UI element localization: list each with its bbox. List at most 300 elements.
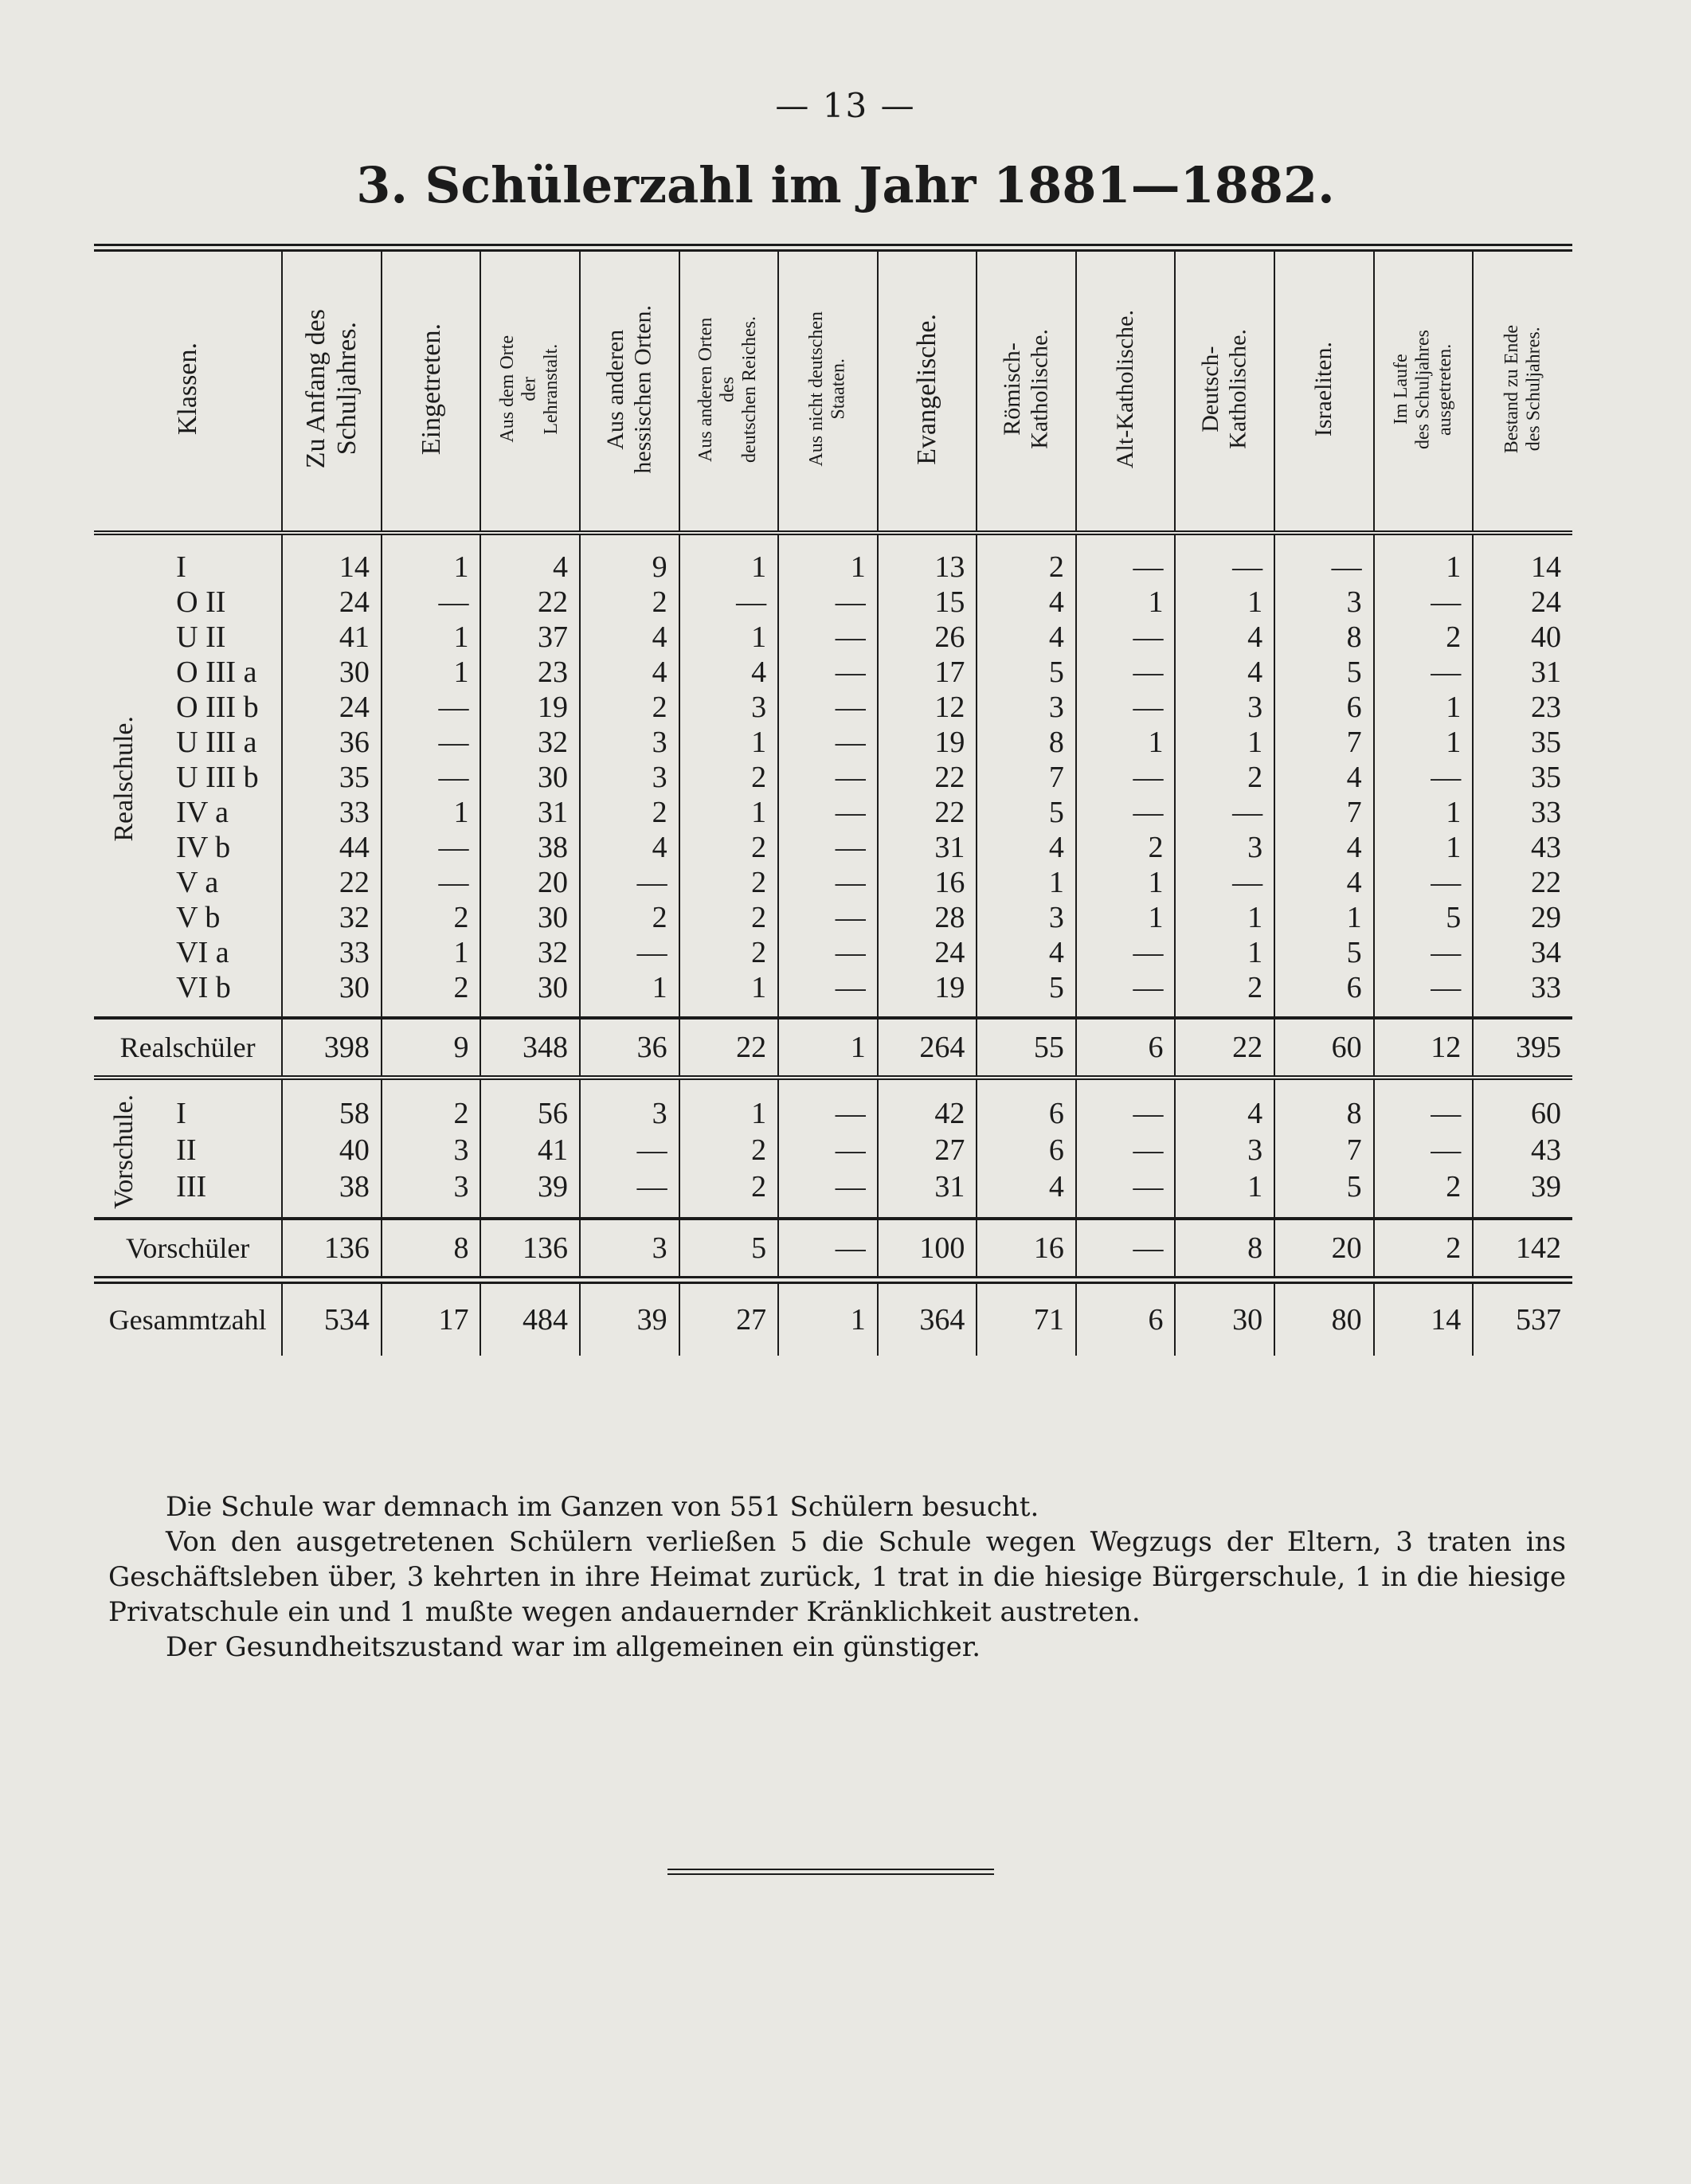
cell-value: 3 — [1175, 830, 1274, 865]
total-value: 60 — [1274, 1018, 1374, 1078]
header-end-of-year: Bestand zu Ende des Schuljahres. — [1501, 324, 1544, 454]
cell-value: 1 — [1175, 935, 1274, 970]
cell-value: 1 — [382, 533, 481, 585]
cell-value: 2 — [1175, 760, 1274, 795]
vorschule-total-row — [94, 1219, 1572, 1280]
cell-value: 5 — [977, 970, 1076, 1018]
cell-value: 7 — [1274, 795, 1374, 830]
total-value: 12 — [1374, 1018, 1474, 1078]
table-row — [94, 795, 1572, 830]
total-value: 537 — [1473, 1280, 1572, 1356]
total-value: 80 — [1274, 1280, 1374, 1356]
cell-value: 4 — [580, 620, 679, 655]
header-roman-catholic: Römisch- Katholische. — [977, 248, 1076, 533]
header-from-local: Aus dem Orte der Lehranstalt. — [480, 248, 580, 533]
cell-value: 4 — [480, 533, 580, 585]
cell-value: 31 — [878, 830, 977, 865]
cell-value: — — [778, 970, 878, 1018]
page-number: — 13 — — [775, 86, 916, 125]
cell-value: — — [1076, 533, 1176, 585]
table-row — [94, 655, 1572, 690]
header-old-catholic: Alt-Katholische. — [1076, 248, 1176, 533]
cell-value: 1 — [580, 970, 679, 1018]
cell-value: 6 — [1274, 690, 1374, 725]
total-value: 71 — [977, 1280, 1076, 1356]
cell-value: — — [778, 1132, 878, 1168]
table-row — [94, 865, 1572, 900]
table-row — [94, 970, 1572, 1018]
cell-value: 28 — [878, 900, 977, 935]
cell-value: — — [1374, 585, 1474, 620]
cell-value: 3 — [580, 760, 679, 795]
cell-value: 32 — [282, 900, 382, 935]
cell-value: 60 — [1531, 1096, 1561, 1130]
realschule-total-section — [94, 1018, 1572, 1078]
cell-value: 42 — [878, 1078, 977, 1132]
class-name: VI a — [154, 935, 282, 970]
cell-value: — — [778, 620, 878, 655]
cell-value: 19 — [480, 690, 580, 725]
cell-value: 4 — [1175, 1078, 1274, 1132]
total-value: 2 — [1374, 1219, 1474, 1280]
table-row — [94, 725, 1572, 760]
table-row — [94, 585, 1572, 620]
class-name: IV b — [154, 830, 282, 865]
cell-value: 2 — [1374, 1168, 1474, 1219]
page-title: 3. Schülerzahl im Jahr 1881—1882. — [356, 156, 1335, 214]
total-value: 5 — [679, 1219, 779, 1280]
total-label: Realschüler — [94, 1018, 282, 1078]
table-header-row — [94, 248, 1572, 533]
class-name: V b — [154, 900, 282, 935]
cell-value: — — [1076, 655, 1176, 690]
cell-value: 32 — [480, 935, 580, 970]
cell-value: 2 — [679, 830, 779, 865]
vorschule-total-section — [94, 1219, 1572, 1356]
cell-value: — — [1076, 1078, 1176, 1132]
cell-value: 3 — [1274, 585, 1374, 620]
cell-value: 1 — [679, 533, 779, 585]
cell-value: — — [778, 935, 878, 970]
cell-value: 2 — [382, 970, 481, 1018]
total-value: — — [1076, 1219, 1176, 1280]
table-row — [94, 760, 1572, 795]
cell-value: 2 — [580, 795, 679, 830]
class-name: VI b — [154, 970, 282, 1018]
cell-value: — — [1175, 795, 1274, 830]
cell-value: 31 — [878, 1168, 977, 1219]
summary-text — [108, 1489, 1566, 1665]
cell-value: 3 — [580, 725, 679, 760]
summary-paragraph: Von den ausgetretenen Schülern verließen 5 die Schule wegen Wegzugs der Eltern, 3 traten ins Geschäftsleben über, 3 kehrten in ihre Heimat zurück, 1 trat in die hiesige Bürgerschule, 1 in die hiesige Privatschule ein und 1 mußte wegen andauernder Kränklichkeit austreten. — [108, 1526, 1566, 1628]
cell-value: 23 — [480, 655, 580, 690]
total-value: 55 — [977, 1018, 1076, 1078]
cell-value: — — [778, 1168, 878, 1219]
cell-value: 2 — [679, 935, 779, 970]
total-value: 8 — [1175, 1219, 1274, 1280]
summary-paragraph: Der Gesundheitszustand war im allgemeinen ein günstiger. — [166, 1631, 981, 1663]
cell-value: 24 — [282, 690, 382, 725]
cell-value: — — [1374, 1078, 1474, 1132]
cell-value: 27 — [878, 1132, 977, 1168]
cell-value: 2 — [382, 1078, 481, 1132]
cell-value: 6 — [1274, 970, 1374, 1018]
table-row — [94, 620, 1572, 655]
header-israelite: Israeliten. — [1274, 248, 1374, 533]
cell-value: — — [1374, 655, 1474, 690]
cell-value: — — [1076, 970, 1176, 1018]
cell-value: — — [580, 935, 679, 970]
closing-rule — [667, 1869, 994, 1875]
cell-value: 5 — [977, 795, 1076, 830]
cell-value: 24 — [282, 585, 382, 620]
cell-value: 3 — [977, 900, 1076, 935]
cell-value: 4 — [977, 935, 1076, 970]
cell-value: 35 — [1531, 761, 1561, 794]
total-value: 14 — [1374, 1280, 1474, 1356]
cell-value: — — [778, 795, 878, 830]
cell-value: 41 — [480, 1132, 580, 1168]
total-value: 100 — [878, 1219, 977, 1280]
cell-value: 1 — [1076, 725, 1176, 760]
table-row — [94, 690, 1572, 725]
cell-value: 14 — [1531, 550, 1561, 584]
cell-value: 2 — [580, 900, 679, 935]
cell-value: 38 — [480, 830, 580, 865]
table-row — [94, 533, 1572, 585]
cell-value: 35 — [282, 760, 382, 795]
cell-value: 2 — [1374, 620, 1474, 655]
cell-value: — — [778, 830, 878, 865]
cell-value: 1 — [1175, 1168, 1274, 1219]
cell-value: 5 — [977, 655, 1076, 690]
cell-value: 1 — [1076, 865, 1176, 900]
cell-value: 5 — [1374, 900, 1474, 935]
cell-value: 44 — [282, 830, 382, 865]
cell-value: 30 — [480, 760, 580, 795]
class-name: U II — [154, 620, 282, 655]
cell-value: 3 — [580, 1078, 679, 1132]
total-label: Vorschüler — [94, 1219, 282, 1280]
cell-value: 38 — [282, 1168, 382, 1219]
cell-value: 22 — [878, 795, 977, 830]
cell-value: 4 — [977, 1168, 1076, 1219]
total-value: 20 — [1274, 1219, 1374, 1280]
cell-value: 30 — [480, 900, 580, 935]
cell-value: 2 — [977, 533, 1076, 585]
cell-value: 4 — [1274, 830, 1374, 865]
cell-value: — — [1274, 533, 1374, 585]
total-value: 9 — [382, 1018, 481, 1078]
cell-value: 2 — [1175, 970, 1274, 1018]
cell-value: — — [778, 900, 878, 935]
cell-value: 5 — [1274, 935, 1374, 970]
cell-value: — — [580, 1132, 679, 1168]
cell-value: 15 — [878, 585, 977, 620]
cell-value: — — [778, 865, 878, 900]
cell-value: — — [382, 760, 481, 795]
cell-value: — — [1076, 620, 1176, 655]
cell-value: 20 — [480, 865, 580, 900]
cell-value: — — [1076, 935, 1176, 970]
cell-value: 1 — [778, 533, 878, 585]
header-from-reich: Aus anderen Orten des deutschen Reiches. — [679, 248, 779, 533]
cell-value: 33 — [282, 795, 382, 830]
cell-value: 7 — [977, 760, 1076, 795]
cell-value: 2 — [580, 585, 679, 620]
cell-value: 12 — [878, 690, 977, 725]
cell-value: 56 — [480, 1078, 580, 1132]
cell-value: 23 — [1531, 691, 1561, 724]
cell-value: 3 — [1175, 1132, 1274, 1168]
cell-value: 24 — [1531, 585, 1561, 619]
class-name: O II — [154, 585, 282, 620]
cell-value: 39 — [1531, 1170, 1561, 1204]
cell-value: 33 — [1531, 971, 1561, 1004]
cell-value: — — [382, 865, 481, 900]
cell-value: 1 — [1374, 725, 1474, 760]
cell-value: 1 — [679, 725, 779, 760]
total-value: 22 — [1175, 1018, 1274, 1078]
table-row — [94, 1078, 1572, 1132]
cell-value: 30 — [282, 970, 382, 1018]
cell-value: 2 — [382, 900, 481, 935]
cell-value: 1 — [382, 620, 481, 655]
realschule-section — [94, 533, 1572, 1018]
cell-value: 3 — [382, 1168, 481, 1219]
realschule-total-row — [94, 1018, 1572, 1078]
class-name: V a — [154, 865, 282, 900]
cell-value: 5 — [1274, 1168, 1374, 1219]
cell-value: 1 — [382, 795, 481, 830]
group-label: Realschule. — [109, 716, 139, 842]
cell-value: 43 — [1531, 831, 1561, 864]
cell-value: 1 — [382, 935, 481, 970]
table-row — [94, 1132, 1572, 1168]
class-name: O III a — [154, 655, 282, 690]
cell-value: 31 — [1531, 656, 1561, 689]
total-value: 16 — [977, 1219, 1076, 1280]
cell-value: 1 — [1374, 830, 1474, 865]
cell-value: 36 — [282, 725, 382, 760]
cell-value: 41 — [282, 620, 382, 655]
cell-value: — — [1076, 1168, 1176, 1219]
cell-value: 6 — [977, 1132, 1076, 1168]
cell-value: 30 — [480, 970, 580, 1018]
cell-value: — — [1076, 760, 1176, 795]
table-row — [94, 900, 1572, 935]
total-value: 348 — [480, 1018, 580, 1078]
total-value: 395 — [1473, 1018, 1572, 1078]
cell-value: 4 — [977, 830, 1076, 865]
cell-value: — — [778, 655, 878, 690]
cell-value: 26 — [878, 620, 977, 655]
cell-value: — — [1374, 865, 1474, 900]
total-value: 22 — [679, 1018, 779, 1078]
cell-value: 4 — [1175, 620, 1274, 655]
total-value: 534 — [282, 1280, 382, 1356]
cell-value: — — [382, 725, 481, 760]
header-from-foreign: Aus nicht deutschen Staaten. — [778, 248, 878, 533]
header-german-catholic: Deutsch- Katholische. — [1175, 248, 1274, 533]
total-value: 1 — [778, 1280, 878, 1356]
cell-value: 2 — [679, 865, 779, 900]
cell-value: — — [778, 585, 878, 620]
total-value: 142 — [1473, 1219, 1572, 1280]
cell-value: 22 — [1531, 866, 1561, 899]
cell-value: 2 — [1076, 830, 1176, 865]
cell-value: — — [679, 585, 779, 620]
class-name: I — [154, 533, 282, 585]
cell-value: 4 — [1274, 865, 1374, 900]
cell-value: 4 — [977, 620, 1076, 655]
cell-value: 40 — [1531, 620, 1561, 654]
class-name: U III a — [154, 725, 282, 760]
cell-value: 1 — [977, 865, 1076, 900]
cell-value: — — [1374, 1132, 1474, 1168]
header-entered: Eingetreten. — [382, 248, 481, 533]
cell-value: 2 — [679, 1132, 779, 1168]
cell-value: 2 — [679, 1168, 779, 1219]
cell-value: 1 — [1175, 585, 1274, 620]
cell-value: 35 — [1531, 726, 1561, 759]
cell-value: — — [778, 690, 878, 725]
total-value: 30 — [1175, 1280, 1274, 1356]
cell-value: 19 — [878, 725, 977, 760]
cell-value: 22 — [282, 865, 382, 900]
cell-value: — — [1076, 1132, 1176, 1168]
cell-value: 3 — [679, 690, 779, 725]
cell-value: 1 — [1076, 900, 1176, 935]
cell-value: — — [1076, 690, 1176, 725]
cell-value: 8 — [1274, 620, 1374, 655]
cell-value: 1 — [679, 1078, 779, 1132]
cell-value: 1 — [1175, 900, 1274, 935]
cell-value: 4 — [580, 830, 679, 865]
cell-value: 1 — [679, 970, 779, 1018]
cell-value: — — [1374, 760, 1474, 795]
cell-value: 1 — [1175, 725, 1274, 760]
cell-value: 37 — [480, 620, 580, 655]
total-value: 136 — [480, 1219, 580, 1280]
cell-value: 43 — [1531, 1133, 1561, 1168]
cell-value: 7 — [1274, 1132, 1374, 1168]
table-row — [94, 830, 1572, 865]
cell-value: 1 — [679, 795, 779, 830]
cell-value: — — [580, 865, 679, 900]
total-value: 264 — [878, 1018, 977, 1078]
cell-value: 22 — [878, 760, 977, 795]
cell-value: 1 — [1374, 795, 1474, 830]
table-row — [94, 1168, 1572, 1219]
total-value: 17 — [382, 1280, 481, 1356]
cell-value: 4 — [1175, 655, 1274, 690]
cell-value: — — [778, 760, 878, 795]
cell-value: 30 — [282, 655, 382, 690]
total-value: 6 — [1076, 1018, 1176, 1078]
total-value: 398 — [282, 1018, 382, 1078]
class-name: IV a — [154, 795, 282, 830]
cell-value: 33 — [1531, 796, 1561, 829]
cell-value: — — [1076, 795, 1176, 830]
cell-value: 1 — [1076, 585, 1176, 620]
class-name: O III b — [154, 690, 282, 725]
total-value: 36 — [580, 1018, 679, 1078]
class-name: I — [154, 1078, 282, 1132]
cell-value: 2 — [679, 760, 779, 795]
cell-value: 40 — [282, 1132, 382, 1168]
cell-value: 29 — [1531, 901, 1561, 934]
total-value: 8 — [382, 1219, 481, 1280]
cell-value: 24 — [878, 935, 977, 970]
cell-value: — — [778, 1078, 878, 1132]
cell-value: 58 — [282, 1078, 382, 1132]
header-evangelical: Evangelische. — [878, 248, 977, 533]
cell-value: 1 — [1374, 533, 1474, 585]
cell-value: 19 — [878, 970, 977, 1018]
cell-value: 34 — [1531, 936, 1561, 969]
cell-value: 4 — [580, 655, 679, 690]
cell-value: — — [580, 1168, 679, 1219]
cell-value: — — [382, 690, 481, 725]
cell-value: — — [1175, 865, 1274, 900]
cell-value: 22 — [480, 585, 580, 620]
class-name: U III b — [154, 760, 282, 795]
cell-value: 17 — [878, 655, 977, 690]
cell-value: 13 — [878, 533, 977, 585]
total-value: 364 — [878, 1280, 977, 1356]
cell-value: 33 — [282, 935, 382, 970]
total-value: 136 — [282, 1219, 382, 1280]
cell-value: 7 — [1274, 725, 1374, 760]
cell-value: 6 — [977, 1078, 1076, 1132]
class-name: III — [154, 1168, 282, 1219]
header-left: Im Laufe des Schuljahres ausgetreten. — [1374, 248, 1474, 533]
total-value: 6 — [1076, 1280, 1176, 1356]
cell-value: 39 — [480, 1168, 580, 1219]
cell-value: 4 — [977, 585, 1076, 620]
grand-total-row — [94, 1280, 1572, 1356]
student-count-table — [94, 244, 1572, 1356]
table-row — [94, 935, 1572, 970]
cell-value: — — [382, 830, 481, 865]
cell-value: — — [1175, 533, 1274, 585]
cell-value: 14 — [282, 533, 382, 585]
cell-value: 5 — [1274, 655, 1374, 690]
summary-paragraph: Die Schule war demnach im Ganzen von 551 Schülern besucht. — [166, 1491, 1039, 1523]
class-name: II — [154, 1132, 282, 1168]
cell-value: 31 — [480, 795, 580, 830]
total-value: — — [778, 1219, 878, 1280]
cell-value: 16 — [878, 865, 977, 900]
cell-value: — — [382, 585, 481, 620]
total-value: 39 — [580, 1280, 679, 1356]
group-label: Vorschule. — [109, 1094, 139, 1209]
total-value: 484 — [480, 1280, 580, 1356]
cell-value: 8 — [977, 725, 1076, 760]
cell-value: 1 — [1374, 690, 1474, 725]
header-classes: Klassen. — [94, 248, 282, 533]
cell-value: 3 — [1175, 690, 1274, 725]
cell-value: 4 — [679, 655, 779, 690]
cell-value: — — [1374, 970, 1474, 1018]
header-start-of-year: Zu Anfang des Schuljahres. — [282, 248, 382, 533]
cell-value: 8 — [1274, 1078, 1374, 1132]
total-value: 27 — [679, 1280, 779, 1356]
cell-value: 1 — [382, 655, 481, 690]
total-value: 1 — [778, 1018, 878, 1078]
cell-value: 3 — [382, 1132, 481, 1168]
